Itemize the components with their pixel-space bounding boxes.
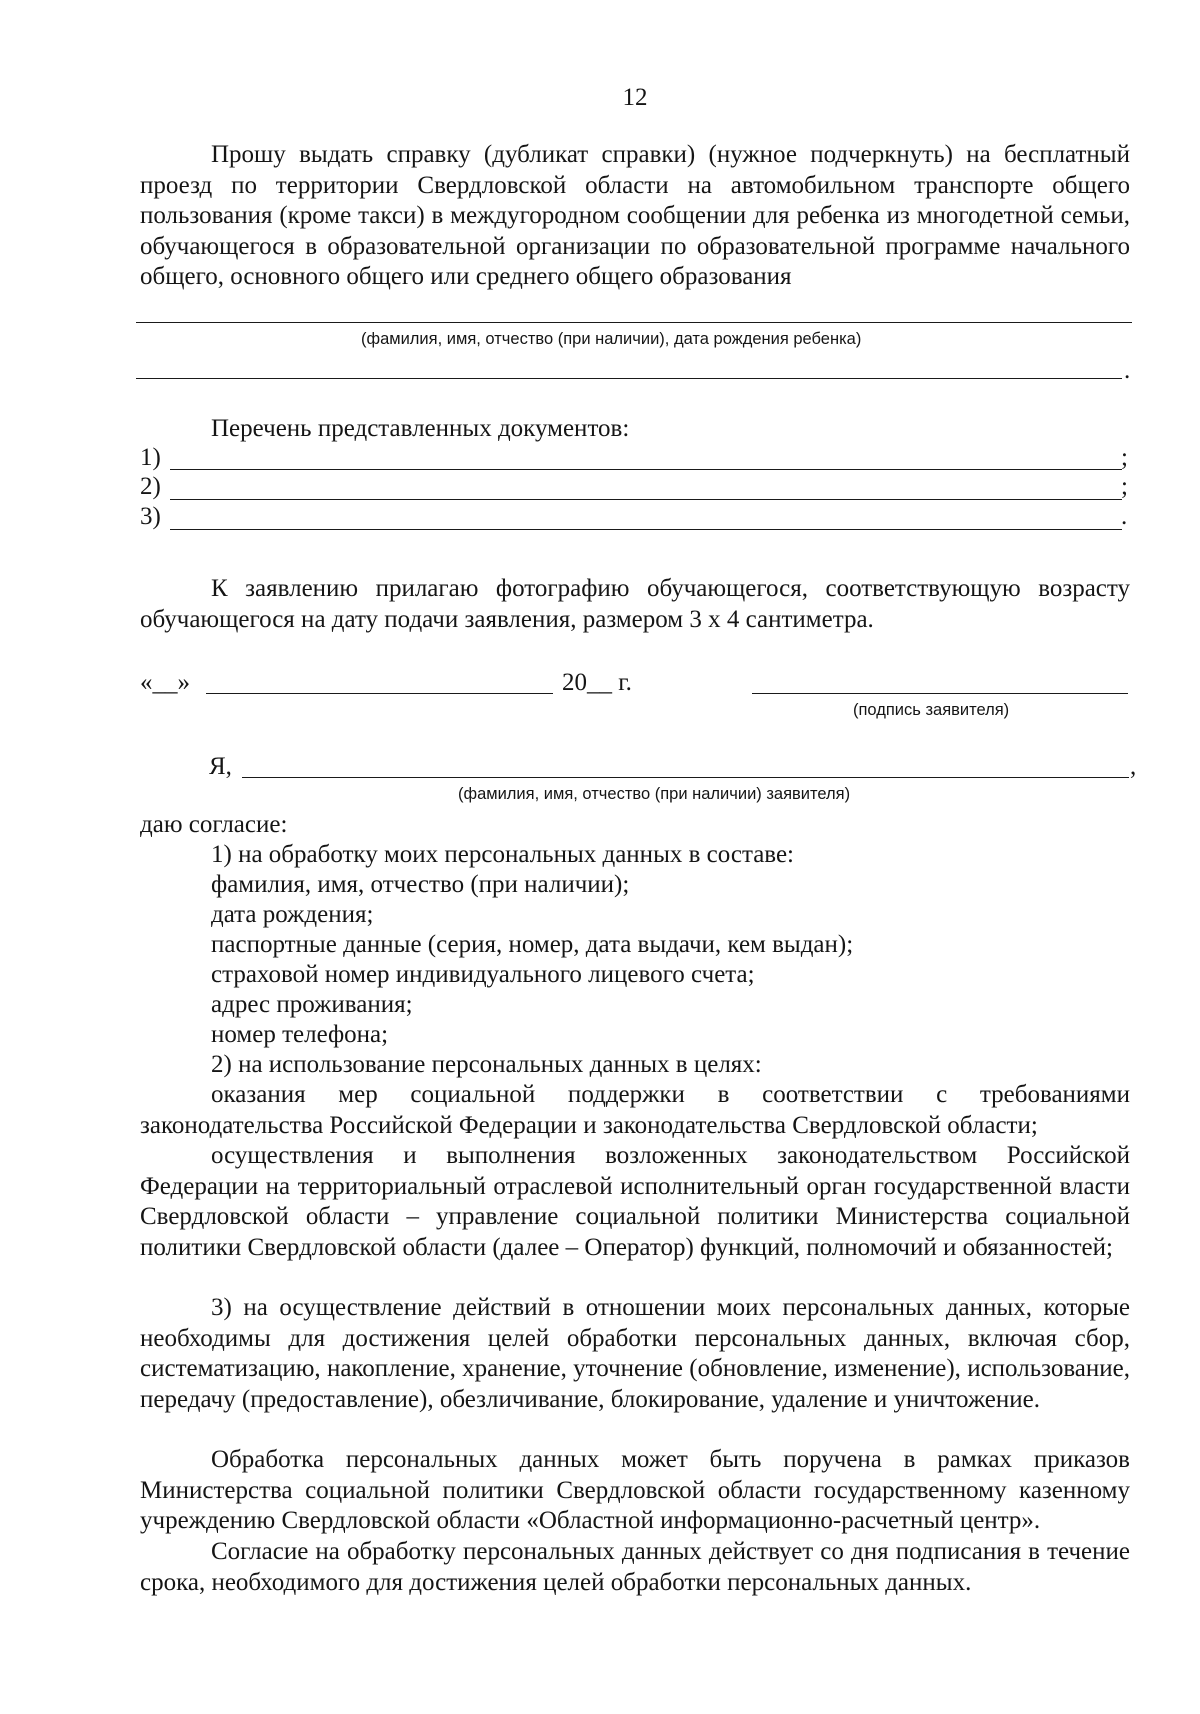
child-name-line[interactable]	[136, 322, 1132, 323]
documents-heading: Перечень представленных документов:	[211, 415, 630, 442]
consent-line-1: 1) на обработку моих персональных данных в составе:	[211, 841, 795, 868]
document-item-2-end: ;	[1121, 473, 1128, 500]
consent-line-2: фамилия, имя, отчество (при наличии);	[211, 871, 630, 898]
consent-line-6: адрес проживания;	[211, 991, 413, 1018]
date-month-line[interactable]	[206, 693, 553, 694]
consent-ya: Я,	[209, 753, 232, 780]
consent-line-5: страховой номер индивидуального лицевого счета;	[211, 961, 755, 988]
document-item-1-end: ;	[1121, 444, 1128, 471]
request-paragraph: Прошу выдать справку (дубликат справки) (нужное подчеркнуть) на бесплатный проезд по территории Свердловской области на автомобильном транспорте общего пользования (кроме такси) в междугородном сообщении для ребенка из многодетной семьи, обучающегося в образовательной организации по образовательной программе начального общего, основного общего или среднего общего образования	[140, 141, 1130, 290]
period: .	[1124, 357, 1131, 384]
child-name-caption: (фамилия, имя, отчество (при наличии), дата рождения ребенка)	[361, 330, 862, 348]
signature-line[interactable]	[752, 693, 1128, 694]
consent-entrust: Обработка персональных данных может быть поручена в рамках приказов Министерства социальной политики Свердловской области государственному казенному учреждению Свердловской области «Областной информационно-расчетный центр».	[140, 1446, 1130, 1534]
applicant-name-line[interactable]	[242, 777, 1129, 778]
consent-line-7: номер телефона;	[211, 1021, 389, 1048]
consent-line-8: 2) на использование персональных данных в целях:	[211, 1051, 762, 1078]
document-item-3-line[interactable]	[170, 529, 1122, 530]
consent-actions: 3) на осуществление действий в отношении моих персональных данных, которые необходимы для достижения целей обработки персональных данных, включая сбор, систематизацию, накопление, хранение, уточнение (обновление, изменение), использование, передачу (предоставление), обезличивание, блокирование, удаление и уничтожение.	[140, 1294, 1130, 1413]
document-item-1-number: 1)	[140, 444, 161, 471]
document-item-1-line[interactable]	[170, 469, 1122, 470]
document-item-2-line[interactable]	[170, 499, 1122, 500]
date-day-quotes: «__»	[140, 669, 190, 696]
consent-validity: Согласие на обработку персональных данных действует со дня подписания в течение срока, необходимого для достижения целей обработки персональных данных.	[140, 1538, 1130, 1596]
document-item-3-number: 3)	[140, 503, 161, 530]
consent-give: даю согласие:	[140, 811, 288, 838]
signature-caption: (подпись заявителя)	[853, 701, 1010, 719]
page-number: 12	[622, 84, 648, 111]
child-name-line-2[interactable]	[136, 378, 1122, 379]
date-year: 20__ г.	[562, 669, 632, 696]
consent-purpose-2: осуществления и выполнения возложенных законодательством Российской Федерации на территориальный отраслевой исполнительный орган государственной власти Свердловской области – управление социальной политики Министерства социальной политики Свердловской области (далее – Оператор) функций, полномочий и обязанностей;	[140, 1142, 1130, 1261]
applicant-name-caption: (фамилия, имя, отчество (при наличии) заявителя)	[458, 785, 851, 803]
consent-purpose-1: оказания мер социальной поддержки в соответствии с требованиями законодательства Российской Федерации и законодательства Свердловской области;	[140, 1081, 1130, 1139]
document-item-3-end: .	[1121, 503, 1128, 530]
consent-line-3: дата рождения;	[211, 901, 374, 928]
consent-comma: ,	[1130, 753, 1137, 780]
document-item-2-number: 2)	[140, 473, 161, 500]
consent-line-4: паспортные данные (серия, номер, дата выдачи, кем выдан);	[211, 931, 854, 958]
photo-paragraph: К заявлению прилагаю фотографию обучающегося, соответствующую возрасту обучающегося на дату подачи заявления, размером 3 х 4 сантиметра.	[140, 575, 1130, 633]
